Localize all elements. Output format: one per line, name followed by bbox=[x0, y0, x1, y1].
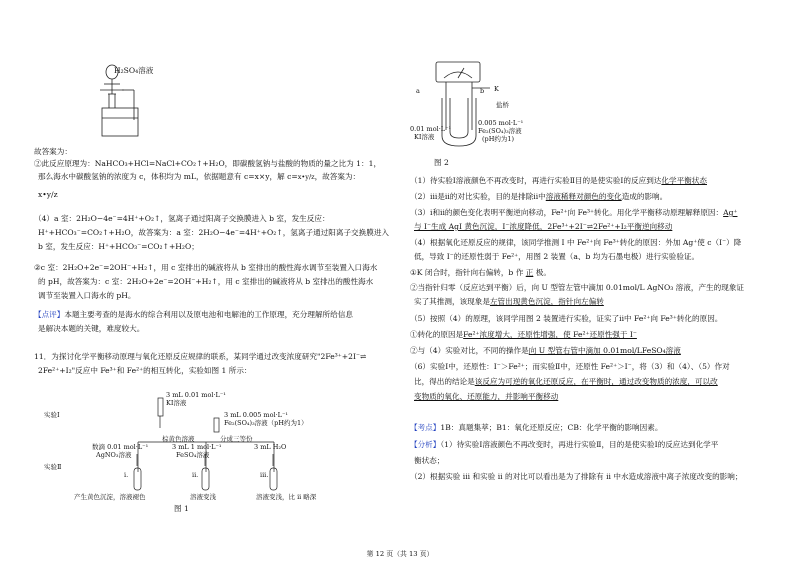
tube-iii: iii. bbox=[260, 471, 269, 479]
text-line: ②c 室：2H₂O+2e⁻=2OH⁻+H₂↑，用 c 室排出的碱液将从 b 室排出的酸性海水调节至装置入口海水 bbox=[34, 263, 378, 272]
tube-ii: ii. bbox=[192, 471, 199, 479]
h2o-label: 3 mL H₂O bbox=[254, 443, 287, 451]
acid-label: H₂SO₄溶液 bbox=[114, 66, 154, 75]
question-6: （6）实验Ⅰ中，还原性：I⁻＞Fe²⁺；而实验Ⅱ中，还原性 Fe²⁺＞I⁻，将（3）和（4）、（5）作对 bbox=[410, 362, 730, 371]
knowledge-point: 【考点】1B：真题集萃；B1：氧化还原反应；CB：化学平衡的影响因素。 bbox=[410, 423, 663, 432]
answer-6-cont: 变物质的氧化、还原能力，并影响平衡移动 bbox=[414, 392, 559, 401]
ki-conc: 3 mL 0.01 mol·L⁻¹ bbox=[166, 391, 226, 399]
exp1-label: 实验Ⅰ bbox=[44, 411, 60, 419]
figure-1-caption: 图 1 bbox=[174, 504, 189, 513]
tube-i: i. bbox=[124, 471, 129, 479]
ki-label: KI溶液 bbox=[166, 399, 187, 407]
answer-6: 比，得出的结论是该反应为可逆的氧化还原反应，在平衡时，通过改变物质的浓度，可以改 bbox=[414, 377, 718, 386]
result-ii: 溶液变浅 bbox=[190, 493, 216, 501]
text-line: 是解决本题的关键，难度较大。 bbox=[38, 324, 145, 333]
text-line: （4）a 室：2H₂O−4e⁻=4H⁺+O₂↑，氢离子通过阳离子交换膜进入 b 室，发生反应： bbox=[34, 214, 330, 223]
text-line: 那么海水中碳酸氢钠的浓度为 c，体积均为 mL，依据题意有 c=x×y，解 c=x•y/z，故答案为： bbox=[38, 172, 361, 181]
question-4-2: ②当指针归零（反应达到平衡）后，向 U 型管左管中滴加 0.01mol/L AgNO₃ 溶液，产生的现象证 bbox=[410, 283, 745, 292]
question-4-cont: 低，导致 I⁻的还原性弱于 Fe²⁺，用图 2 装置（a、b 均为石墨电极）进行实验验证。 bbox=[414, 252, 700, 261]
comment-tag: 【点评】 bbox=[34, 310, 65, 319]
fe-label: Fe₂(SO₄)₃溶液（pH约为1） bbox=[224, 419, 308, 427]
fig2-ki-label: KI溶液 bbox=[414, 133, 435, 141]
kaodian-tag: 【考点】 bbox=[410, 423, 441, 432]
text-line: ②此反应原理为：NaHCO₃+HCl=NaCl+CO₂↑+H₂O，即碳酸氢钠与盐酸的物质的量之比为 1：1， bbox=[34, 159, 382, 168]
yellow-solution: 棕黄色溶液 bbox=[162, 435, 195, 443]
exp2-label: 实验Ⅱ bbox=[44, 463, 62, 471]
answer-5-2: ②与（4）实验对比，不同的操作是向 U 型管右管中滴加 0.01mol/LFeSO₄溶液 bbox=[410, 346, 681, 355]
fig2-ki-conc: 0.01 mol·L⁻¹ bbox=[410, 125, 452, 133]
analysis-2: （2）根据实验 iii 和实验 ii 的对比可以看出是为了排除有 ii 中水造成溶液中离子浓度改变的影响； bbox=[410, 472, 743, 481]
salt-bridge: 盐桥 bbox=[496, 101, 509, 109]
analysis-cont: 衡状态； bbox=[414, 456, 445, 465]
fraction-answer: x•y/z bbox=[38, 190, 58, 199]
text-line: H⁺+HCO₃⁻=CO₂↑+H₂O，故答案为：a 室：2H₂O−4e⁻=4H⁺+O₂↑，氢离子通过阳离子交换膜进入 bbox=[38, 228, 390, 237]
question-4: （4）根据氧化还原反应的规律，该同学推测 I 中 Fe²⁺向 Fe³⁺转化的原因：外加 Ag⁺使 c（I⁻）降 bbox=[410, 238, 742, 247]
answer-label: 故答案为： bbox=[34, 147, 72, 156]
answer-4-1: ①K 闭合时，指针向右偏转，b 作 正 极。 bbox=[410, 268, 551, 277]
fe-conc: 3 mL 0.005 mol·L⁻¹ bbox=[224, 411, 288, 419]
text-line: 的 pH，故答案为：c 室：2H₂O+2e⁻=2OH⁻+H₂↑，用 c 室排出的碱液将从 b 室排出的酸性海水 bbox=[38, 277, 374, 286]
feso4-label: FeSO₄溶液 bbox=[176, 451, 210, 459]
text-line: 调节至装置入口海水的 pH。 bbox=[38, 291, 136, 300]
question-11: 11．为探讨化学平衡移动原理与氧化还原反应规律的联系，某同学通过改变浓度研究"2Fe³⁺+2I⁻⇌ bbox=[34, 352, 367, 361]
electrode-b: b bbox=[480, 87, 485, 95]
answer-5-1: ①转化的原因是Fe²⁺浓度增大，还原性增强，使 Fe²⁺还原性强于 I⁻ bbox=[410, 330, 637, 339]
text-line: b 室，发生反应：H⁺+HCO₃⁻=CO₂↑+H₂O； bbox=[38, 242, 199, 251]
question-11-cont: 2Fe²⁺+I₂"反应中 Fe³⁺和 Fe²⁺的相互转化，实验如图 1 所示： bbox=[38, 366, 252, 375]
split-label: 分成三等份 bbox=[220, 435, 253, 443]
figure-2-caption: 图 2 bbox=[434, 158, 449, 167]
agno3-label: AgNO₃溶液 bbox=[96, 451, 132, 459]
answer-3-cont: 与 I⁻生成 AgI 黄色沉淀，I⁻浓度降低，2Fe³⁺+2I⁻⇌2Fe²⁺+I₂平衡逆向移动 bbox=[414, 222, 673, 231]
fig2-fe-label: Fe₂(SO₄)₃溶液 bbox=[478, 127, 522, 135]
fenxi-tag: 【分析】 bbox=[410, 440, 441, 449]
result-iii: 溶液变浅，比 ii 略深 bbox=[256, 493, 317, 501]
page-footer: 第 12 页（共 13 页） bbox=[366, 550, 434, 558]
answer-4-2: 实了其推测，该现象是左管出现黄色沉淀，指针向左偏转 bbox=[414, 297, 604, 306]
result-i: 产生黄色沉淀，溶液褪色 bbox=[74, 493, 146, 501]
answer-3: （3）i和ii的颜色变化表明平衡逆向移动，Fe²⁺向 Fe³⁺转化。用化学平衡移动原理解释原因：Ag⁺ bbox=[410, 208, 738, 217]
switch-k: K bbox=[494, 85, 499, 93]
fig2-ph: (pH约为1) bbox=[482, 135, 515, 143]
electrode-a: a bbox=[416, 87, 420, 95]
question-5: （5）按照（4）的原理，该同学用图 2 装置进行实验，证实了ii中 Fe²⁺向 Fe³⁺转化的原因。 bbox=[410, 314, 723, 323]
answer-2: （2）iii是ii的对比实验，目的是排除ii中溶液稀释对颜色的变化造成的影响。 bbox=[410, 192, 668, 201]
fig2-fe-conc: 0.005 mol·L⁻¹ bbox=[478, 119, 524, 127]
comment-line: 【点评】本题主要考查的是海水的综合利用以及原电池和电解池的工作原理，充分理解所给信息 bbox=[34, 310, 353, 319]
agno3-conc: 数滴 0.01 mol·L⁻¹ bbox=[92, 443, 149, 451]
feso4-conc: 3 mL 1 mol·L⁻¹ bbox=[172, 443, 222, 451]
answer-1: （1）待实验Ⅰ溶液颜色不再改变时，再进行实验Ⅱ目的是使实验Ⅰ的反应到达化学平衡状态 bbox=[410, 176, 707, 185]
analysis-line: 【分析】（1）待实验Ⅰ溶液颜色不再改变时，再进行实验Ⅱ，目的是使实验Ⅰ的反应达到化学平 bbox=[410, 440, 719, 449]
